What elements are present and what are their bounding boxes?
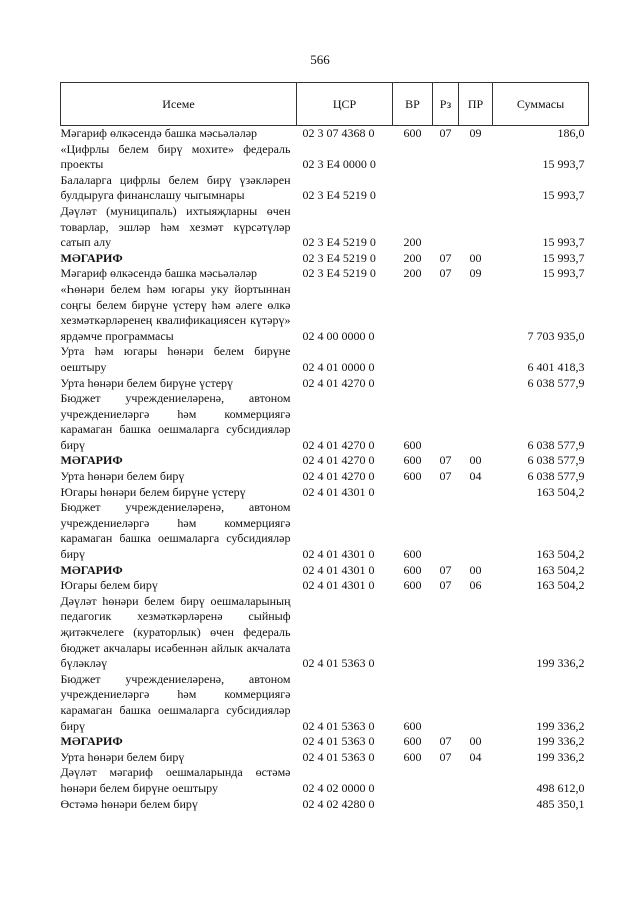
- row-name: Урта һөнәри белем бирү: [60, 469, 185, 484]
- row-csr: 02 4 01 4270 0: [302, 453, 375, 468]
- table-row: [61, 734, 589, 750]
- row-sum: 15 993,7: [542, 188, 585, 203]
- row-vr: 600: [403, 578, 422, 593]
- row-pr: [459, 204, 493, 251]
- row-vr: [393, 282, 433, 344]
- row-csr: 02 3 07 4368 0: [302, 126, 375, 140]
- row-csr: 02 4 01 5363 0: [302, 656, 375, 671]
- row-csr: 02 4 01 4301 0: [302, 562, 375, 577]
- table-row: [61, 453, 589, 469]
- row-rz: [433, 376, 459, 392]
- row-csr: 02 4 01 0000 0: [302, 359, 375, 374]
- row-pr: [459, 142, 493, 173]
- row-pr: [459, 500, 493, 562]
- row-csr: 02 4 02 0000 0: [302, 780, 375, 795]
- row-rz: 07: [439, 250, 452, 265]
- row-name: Мәгариф өлкәсендә башка мәсьәләләр: [60, 126, 258, 140]
- row-name: МӘГАРИФ: [60, 734, 123, 749]
- header-rz: Рз: [433, 83, 459, 126]
- row-csr: 02 4 01 4270 0: [302, 469, 375, 484]
- row-sum: 186,0: [557, 126, 585, 140]
- row-name: Урта һөнәри белем бирү: [60, 749, 185, 764]
- table-row: [61, 376, 589, 392]
- table-row: [61, 765, 589, 796]
- row-name: Дәүләт мәгариф оешмаларында өстәмә һөнәри белем бирүне оештыру: [60, 765, 291, 795]
- table-row: [61, 204, 589, 251]
- header-name: Исеме: [61, 83, 297, 126]
- row-pr: 04: [469, 469, 482, 484]
- row-rz: 07: [439, 126, 452, 140]
- row-pr: [459, 376, 493, 392]
- row-vr: [393, 594, 433, 672]
- row-name: «Һөнәри белем һәм югары уку йортыннан соңгы белем бирүне үстерү һәм әлеге өлкә хезмәткәрләренең квалификациясен күтәрү» ярдәмче программасы: [60, 281, 291, 343]
- row-rz: 07: [439, 562, 452, 577]
- row-rz: [433, 391, 459, 453]
- row-vr: 200: [403, 235, 422, 250]
- table-row: [61, 469, 589, 485]
- row-sum: 6 401 418,3: [527, 359, 585, 374]
- row-name: Урта һәм югары һөнәри белем бирүне оештыру: [60, 344, 291, 374]
- row-vr: [393, 485, 433, 501]
- row-name: Балаларга цифрлы белем бирү үзәкләрен булдыруга финанслашу чыгымнары: [60, 172, 291, 203]
- row-vr: 600: [403, 562, 422, 577]
- row-sum: 7 703 935,0: [527, 328, 585, 343]
- table-header: [61, 83, 589, 126]
- row-csr: 02 4 01 4301 0: [302, 578, 375, 593]
- budget-table: [60, 82, 589, 812]
- row-pr: 00: [469, 734, 482, 749]
- table-row: [61, 578, 589, 594]
- row-sum: 15 993,7: [542, 235, 585, 250]
- row-sum: 199 336,2: [536, 656, 585, 671]
- row-pr: [459, 344, 493, 375]
- row-csr: 02 4 01 5363 0: [302, 749, 375, 764]
- row-csr: 02 4 01 4270 0: [302, 437, 375, 452]
- row-pr: [459, 797, 493, 813]
- row-sum: 15 993,7: [542, 157, 585, 172]
- row-sum: 163 504,2: [536, 547, 585, 562]
- row-rz: 07: [439, 453, 452, 468]
- row-sum: 498 612,0: [536, 780, 585, 795]
- row-pr: 04: [469, 749, 482, 764]
- row-pr: 00: [469, 453, 482, 468]
- row-rz: [433, 500, 459, 562]
- row-vr: 600: [403, 749, 422, 764]
- row-sum: 15 993,7: [542, 266, 585, 281]
- header-pr: ПР: [459, 83, 493, 126]
- row-rz: [433, 173, 459, 204]
- row-vr: [393, 376, 433, 392]
- row-rz: 07: [439, 578, 452, 593]
- row-rz: [433, 344, 459, 375]
- row-vr: [393, 173, 433, 204]
- row-sum: 6 038 577,9: [527, 375, 585, 390]
- row-sum: 6 038 577,9: [527, 437, 585, 452]
- row-name: Бюджет учреждениеләренә, автоном учреждениеләргә һәм коммерциягә карамаган башка оешмаларга субсидияләр бирү: [60, 500, 291, 562]
- row-rz: 07: [439, 469, 452, 484]
- row-rz: [433, 142, 459, 173]
- row-sum: 199 336,2: [536, 749, 585, 764]
- row-csr: 02 3 E4 5219 0: [302, 266, 376, 281]
- row-rz: 07: [439, 749, 452, 764]
- row-pr: [459, 765, 493, 796]
- row-rz: 07: [439, 266, 452, 281]
- row-sum: 163 504,2: [536, 562, 585, 577]
- row-pr: 06: [469, 578, 482, 593]
- row-sum: 163 504,2: [536, 484, 585, 499]
- row-vr: [393, 142, 433, 173]
- row-rz: [433, 594, 459, 672]
- row-rz: [433, 797, 459, 813]
- table-row: [61, 344, 589, 375]
- row-vr: 600: [403, 453, 422, 468]
- row-pr: 00: [469, 562, 482, 577]
- row-vr: 600: [403, 734, 422, 749]
- row-name: Мәгариф өлкәсендә башка мәсьәләләр: [60, 266, 258, 281]
- row-pr: 00: [469, 250, 482, 265]
- row-csr: 02 3 E4 5219 0: [302, 235, 376, 250]
- row-pr: [459, 672, 493, 734]
- row-csr: 02 4 01 4270 0: [302, 375, 375, 390]
- row-sum: 163 504,2: [536, 578, 585, 593]
- row-rz: [433, 282, 459, 344]
- row-rz: 07: [439, 734, 452, 749]
- row-name: «Цифрлы белем бирү мохите» федераль проекты: [60, 141, 291, 172]
- row-pr: 09: [469, 126, 482, 140]
- table-row: [61, 126, 589, 142]
- row-csr: 02 4 01 5363 0: [302, 734, 375, 749]
- row-sum: 199 336,2: [536, 718, 585, 733]
- row-vr: 600: [403, 718, 422, 733]
- row-name: Урта һөнәри белем бирүне үстерү: [60, 375, 234, 390]
- row-vr: 600: [403, 437, 422, 452]
- table-row: [61, 142, 589, 173]
- row-sum: 199 336,2: [536, 734, 585, 749]
- row-vr: [393, 797, 433, 813]
- row-name: Бюджет учреждениеләренә, автоном учреждениеләргә һәм коммерциягә карамаган башка оешмаларга субсидияләр бирү: [60, 391, 291, 452]
- row-vr: [393, 344, 433, 375]
- row-sum: 6 038 577,9: [527, 469, 585, 484]
- table-row: [61, 485, 589, 501]
- table-row: [61, 173, 589, 204]
- table-row: [61, 251, 589, 267]
- row-name: Дәүләт һөнәри белем бирү оешмаларының педагогик хезмәткәрләренә сыйныф җитәкчелеге (кураторлык) өчен федераль бюджет акчалары исәбеннән айлык акчалата бүләкләү: [60, 593, 291, 671]
- row-name: МӘГАРИФ: [60, 562, 123, 577]
- row-name: Югары һөнәри белем бирүне үстерү: [60, 484, 246, 499]
- row-sum: 485 350,1: [536, 796, 585, 811]
- row-pr: [459, 594, 493, 672]
- row-sum: 15 993,7: [542, 250, 585, 265]
- row-csr: 02 4 02 4280 0: [302, 796, 375, 811]
- row-vr: 600: [403, 126, 422, 140]
- table-row: [61, 672, 589, 734]
- row-vr: 600: [403, 469, 422, 484]
- row-vr: [393, 765, 433, 796]
- table-row: [61, 500, 589, 562]
- header-vr: ВР: [393, 83, 433, 126]
- row-name: МӘГАРИФ: [60, 250, 123, 265]
- header-sum: Суммасы: [493, 83, 589, 126]
- table-row: [61, 797, 589, 813]
- row-pr: [459, 173, 493, 204]
- table-row: [61, 266, 589, 282]
- table-row: [61, 594, 589, 672]
- row-pr: [459, 282, 493, 344]
- row-csr: 02 4 01 4301 0: [302, 547, 375, 562]
- row-rz: [433, 672, 459, 734]
- row-name: Югары белем бирү: [60, 578, 158, 593]
- row-rz: [433, 204, 459, 251]
- row-sum: 6 038 577,9: [527, 453, 585, 468]
- row-vr: 600: [403, 547, 422, 562]
- row-csr: 02 3 E4 0000 0: [302, 157, 376, 172]
- table-row: [61, 282, 589, 344]
- row-csr: 02 3 E4 5219 0: [302, 188, 376, 203]
- row-name: Дәүләт (муниципаль) ихтыяҗларны өчен товарлар, эшләр һәм хезмәт күрсәтүләр сатып алу: [60, 203, 291, 250]
- table-body: [61, 126, 589, 813]
- table-row: [61, 563, 589, 579]
- row-rz: [433, 765, 459, 796]
- row-name: Бюджет учреждениеләренә, автоном учреждениеләргә һәм коммерциягә карамаган башка оешмаларга субсидияләр бирү: [60, 671, 291, 733]
- row-name: Өстәмә һөнәри белем бирү: [60, 796, 198, 811]
- table-row: [61, 750, 589, 766]
- row-pr: [459, 391, 493, 453]
- table-row: [61, 391, 589, 453]
- row-csr: 02 3 E4 5219 0: [302, 250, 376, 265]
- row-pr: [459, 485, 493, 501]
- row-name: МӘГАРИФ: [60, 453, 123, 468]
- row-vr: 200: [403, 250, 422, 265]
- row-pr: 09: [469, 266, 482, 281]
- row-vr: 200: [403, 266, 422, 281]
- row-csr: 02 4 01 5363 0: [302, 718, 375, 733]
- page-number: 566: [310, 52, 330, 67]
- header-csr: ЦСР: [297, 83, 393, 126]
- row-csr: 02 4 01 4301 0: [302, 484, 375, 499]
- row-rz: [433, 485, 459, 501]
- row-csr: 02 4 00 0000 0: [302, 328, 375, 343]
